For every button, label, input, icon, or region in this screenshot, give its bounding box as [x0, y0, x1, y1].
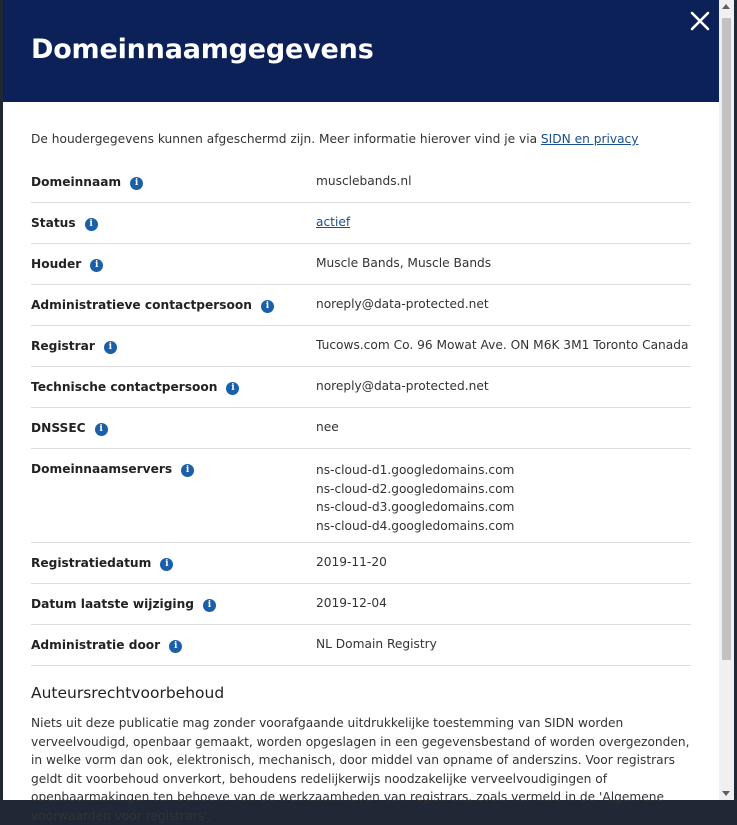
row-dnssec	[31, 408, 691, 449]
row-label: Domeinnaam i	[31, 174, 143, 190]
row-label: Houder i	[31, 256, 103, 272]
row-label: Domeinnaamservers i	[31, 461, 194, 477]
row-value	[316, 215, 350, 229]
copyright-title: Auteursrechtvoorbehoud	[31, 684, 225, 702]
row-administratieve-contactpersoon	[31, 285, 691, 326]
nameserver: ns-cloud-d2.googledomains.com	[316, 481, 515, 496]
domain-details-modal	[3, 0, 734, 823]
info-icon[interactable]: i	[203, 599, 216, 612]
modal-body	[3, 102, 719, 823]
privacy-intro-text: De houdergegevens kunnen afgeschermd zijn. Meer informatie hierover vind je via	[31, 132, 541, 146]
close-button[interactable]	[689, 10, 711, 32]
row-label: Status i	[31, 215, 98, 231]
row-registrar	[31, 326, 691, 367]
close-icon	[689, 10, 711, 32]
row-value	[316, 461, 514, 535]
row-registratiedatum	[31, 543, 691, 584]
row-technische-contactpersoon	[31, 367, 691, 408]
copyright-text: Niets uit deze publicatie mag zonder voorafgaande uitdrukkelijke toestemming van SIDN worden verveelvoudigd, openbaar gemaakt, worden opgeslagen in een gegevensbestand of worden overgezonden, in welke vorm dan ook, elektronisch, mechanisch, door middel van opname of anderszins. Voor registrars geldt dit voorbehoud onverkort, behoudens redelijkerwijs noodzakelijke verveelvoudigingen of openbaarmakingen ten behoeve van de werkzaamheden van registrars, zoals vermeld in de 'Algemene voorwaarden voor registrars'.	[31, 716, 690, 823]
scroll-up-arrow-icon[interactable]	[722, 4, 730, 9]
row-label: Registratiedatum i	[31, 555, 173, 571]
status-link[interactable]: actief	[316, 215, 351, 229]
info-icon[interactable]: i	[160, 558, 173, 571]
details-table	[31, 162, 691, 666]
row-label: Administratie door i	[31, 637, 182, 653]
row-houder	[31, 244, 691, 285]
info-icon[interactable]: i	[261, 300, 274, 313]
row-value: 2019-11-20	[316, 555, 387, 569]
row-label: Administratieve contactpersoon i	[31, 297, 274, 313]
row-value: Tucows.com Co. 96 Mowat Ave. ON M6K 3M1 Toronto Canada	[316, 338, 689, 352]
row-value: nee	[316, 420, 339, 434]
vertical-scrollbar[interactable]	[719, 0, 734, 800]
nameserver: ns-cloud-d1.googledomains.com	[316, 463, 515, 477]
nameserver: ns-cloud-d3.googledomains.com	[316, 500, 515, 514]
scroll-down-arrow-icon[interactable]	[722, 791, 730, 796]
modal-header	[3, 0, 719, 102]
modal-title: Domeinnaamgegevens	[31, 34, 374, 65]
privacy-intro	[31, 132, 638, 146]
info-icon[interactable]: i	[90, 259, 103, 272]
info-icon[interactable]: i	[169, 640, 182, 653]
row-datum-laatste-wijziging	[31, 584, 691, 625]
info-icon[interactable]: i	[181, 464, 194, 477]
row-label: Registrar i	[31, 338, 117, 354]
row-administratie-door	[31, 625, 691, 666]
row-label: DNSSEC i	[31, 420, 108, 436]
row-value: noreply@data-protected.net	[316, 379, 489, 393]
row-value: noreply@data-protected.net	[316, 297, 489, 311]
info-icon[interactable]: i	[95, 423, 108, 436]
nameserver: ns-cloud-d4.googledomains.com	[316, 518, 515, 533]
row-label: Technische contactpersoon i	[31, 379, 239, 395]
info-icon[interactable]: i	[104, 341, 117, 354]
row-value: NL Domain Registry	[316, 637, 437, 651]
row-value: 2019-12-04	[316, 596, 387, 610]
info-icon[interactable]: i	[85, 218, 98, 231]
row-label: Datum laatste wijziging i	[31, 596, 216, 612]
row-status	[31, 203, 691, 244]
row-domeinnaamservers	[31, 449, 691, 543]
info-icon[interactable]: i	[226, 382, 239, 395]
sidn-privacy-link[interactable]: SIDN en privacy	[540, 132, 639, 146]
row-value: Muscle Bands, Muscle Bands	[316, 256, 492, 270]
info-icon[interactable]: i	[130, 177, 143, 190]
scroll-thumb[interactable]	[722, 18, 731, 660]
row-domeinnaam	[31, 162, 691, 203]
row-value: musclebands.nl	[316, 174, 412, 188]
